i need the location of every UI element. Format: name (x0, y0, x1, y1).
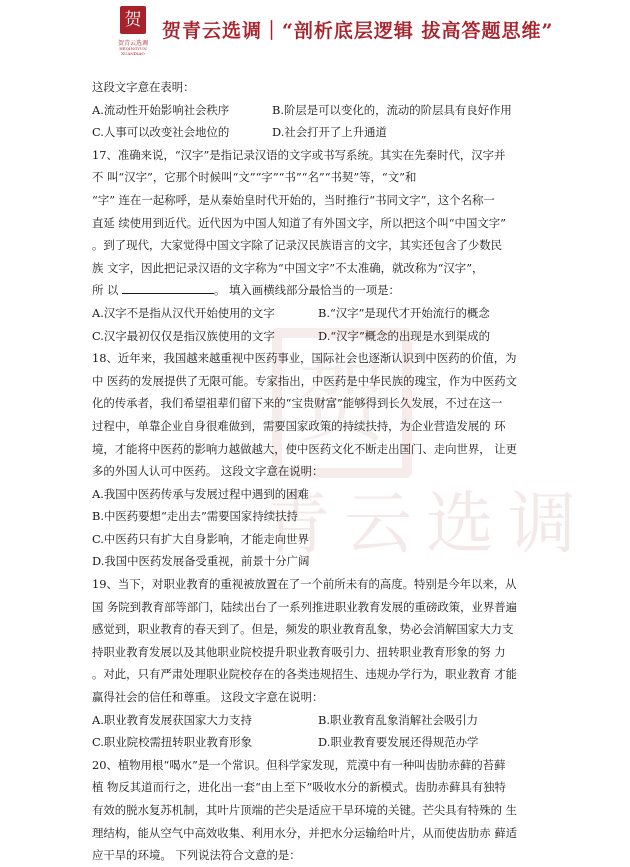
q19-option-a[interactable]: A.职业教育发展获国家大力支持 (92, 712, 252, 727)
q19-line: 19、当下，对职业教育的重视被放置在了一个前所未有的高度。特别是今年以来，从 (92, 577, 517, 592)
q19-line: 国 务院到教育部等部门，陆续出台了一系列推进职业教育发展的重磅政策，业界普遍 (92, 599, 518, 614)
q16-options-row-1 (92, 99, 540, 122)
logo-char: 贺 (124, 10, 142, 30)
watermark-text: 青云选调 (262, 485, 591, 564)
q17-blank-line (92, 279, 540, 302)
fill-in-blank (122, 281, 214, 294)
q20-line: 植 物反其道而行之，进化出一套“由上至下”吸收水分的新模式。齿肋赤藓具有独特 (92, 780, 506, 795)
q19-option-c[interactable]: C.职业院校需扭转职业教育形象 (92, 735, 253, 750)
q18-line: 多的外国人认可中医药。 这段文字意在说明： (92, 464, 324, 479)
q17-line: 不 叫“汉字”，它那个时候叫“文”“字”“书”“名”“书契”等，“文”和 (92, 170, 417, 185)
q18-option-b[interactable]: B.中医药要想“走出去”需要国家持续扶持 (92, 509, 298, 524)
q17-line: 直延 续使用到近代。近代因为中国人知道了有外国文字，所以把这个叫“中国文字” (92, 215, 506, 230)
q18-option-c[interactable]: C.中医药只有扩大自身影响，才能走向世界 (92, 531, 309, 546)
q18-line: 境，才能将中医药的影响力越做越大，使中医药文化不断走出国门、走向世界， 让更 (92, 441, 518, 456)
q17-line: 。到了现代，大家觉得中国文字除了记录汉民族语言的文字，其实还包含了少数民 (92, 238, 503, 253)
q17-blank-suffix: 。 填入画横线部分最恰当的一项是： (214, 283, 400, 298)
q19-options-row-1 (92, 709, 540, 732)
q16-option-c[interactable]: C.人事可以改变社会地位的 (92, 125, 230, 140)
q17-option-a[interactable]: A.汉字不是指从汉代开始使用的文字 (92, 305, 275, 320)
q17-option-b[interactable]: B.“汉字”是现代才开始流行的概念 (318, 305, 490, 320)
q17-option-c[interactable]: C.汉字最初仅仅是指汉族使用的文字 (92, 328, 275, 343)
q19-line: 赢得社会的信任和尊重。 这段文字意在说明： (92, 690, 324, 705)
q17-line: “字” 连在一起称呼，是从秦始皇时代开始的，当时推行“书同文字”，这个名称一 (92, 192, 495, 207)
document-body (92, 76, 540, 867)
q19-line: 持职业教育发展以及其他职业院校提升职业教育吸引力、扭转职业教育形象的努 力 (92, 644, 506, 659)
q17-line: 17、准确来说，“汉字”是指记录汉语的文字或书写系统。其实在先秦时代，汉字并 (92, 147, 506, 162)
q17-options-row-1 (92, 302, 540, 325)
q17-line: 族 文字，因此把记录汉语的文字称为“中国文字”不太准确，就改称为“汉字”， (92, 260, 484, 275)
q16-option-b[interactable]: B.阶层是可以变化的，流动的阶层具有良好作用 (272, 102, 512, 117)
q20-line: 20、植物用根“喝水”是一个常识。但科学家发现，荒漠中有一种叫齿肋赤藓的苔藓 (92, 757, 506, 772)
q18-line: 18、近年来，我国越来越重视中医药事业，国际社会也逐渐认识到中医药的价值，为 (92, 351, 517, 366)
q16-prompt: 这段文字意在表明： (92, 80, 195, 94)
q18-option-a[interactable]: A.我国中医药传承与发展过程中遇到的困难 (92, 486, 309, 501)
q19-line: 。对此，只有严肃处理职业院校存在的各类违规招生、违规办学行为，职业教育 才能 (92, 667, 518, 682)
q20-line: 应干旱的环境。 下列说法符合文意的是： (92, 848, 301, 863)
watermark-seal-char: 贺 (297, 350, 387, 455)
q19-options-row-2 (92, 731, 540, 754)
page-header (0, 0, 630, 60)
q19-option-b[interactable]: B.职业教育乱象消解社会吸引力 (318, 712, 479, 727)
logo-name: 贺青云选调 (117, 40, 148, 47)
q18-line: 化的传承者，我们希望祖辈们留下来的“宝贵财富”能够得到长久发展，不过在这一 (92, 396, 503, 411)
q20-line: 有效的脱水复苏机制，其叶片顶端的芒尖是适应干旱环境的关键。芒尖具有特殊的 生 (92, 803, 518, 817)
q17-options-row-2 (92, 325, 540, 348)
q18-line: 过程中，单靠企业自身很难做到，需要国家政策的持续扶持，为企业营造发展的 环 (92, 418, 506, 433)
q20-line: 理结构，能从空气中高效收集、利用水分，并把水分运输给叶片，从而使齿肋赤 藓适 (92, 825, 518, 840)
logo-seal (120, 6, 146, 34)
q18-line: 中 医药的发展提供了无限可能。专家指出，中医药是中华民族的瑰宝，作为中医药文 (92, 373, 518, 388)
q19-line: 感觉到，职业教育的春天到了。但是，频发的职业教育乱象，势必会消解国家大力支 (92, 622, 514, 637)
q19-option-d[interactable]: D.职业教育要发展还得规范办学 (318, 735, 479, 750)
q17-blank-prefix: 所 以 (92, 283, 119, 298)
header-title: 贺青云选调｜“剖析底层逻辑 拔高答题思维” (162, 20, 554, 42)
logo-subtitle: HEQINGYUN XUANDIAO (119, 46, 147, 56)
q18-option-d[interactable]: D.我国中医药发展备受重视，前景十分广阔 (92, 554, 310, 569)
q16-options-row-2 (92, 121, 540, 144)
q16-option-a[interactable]: A.流动性开始影响社会秩序 (92, 102, 230, 117)
q17-option-d[interactable]: D.“汉字”概念的出现是水到渠成的 (318, 328, 491, 343)
q16-option-d[interactable]: D.社会打开了上升通道 (272, 125, 387, 140)
brand-logo (112, 6, 154, 56)
